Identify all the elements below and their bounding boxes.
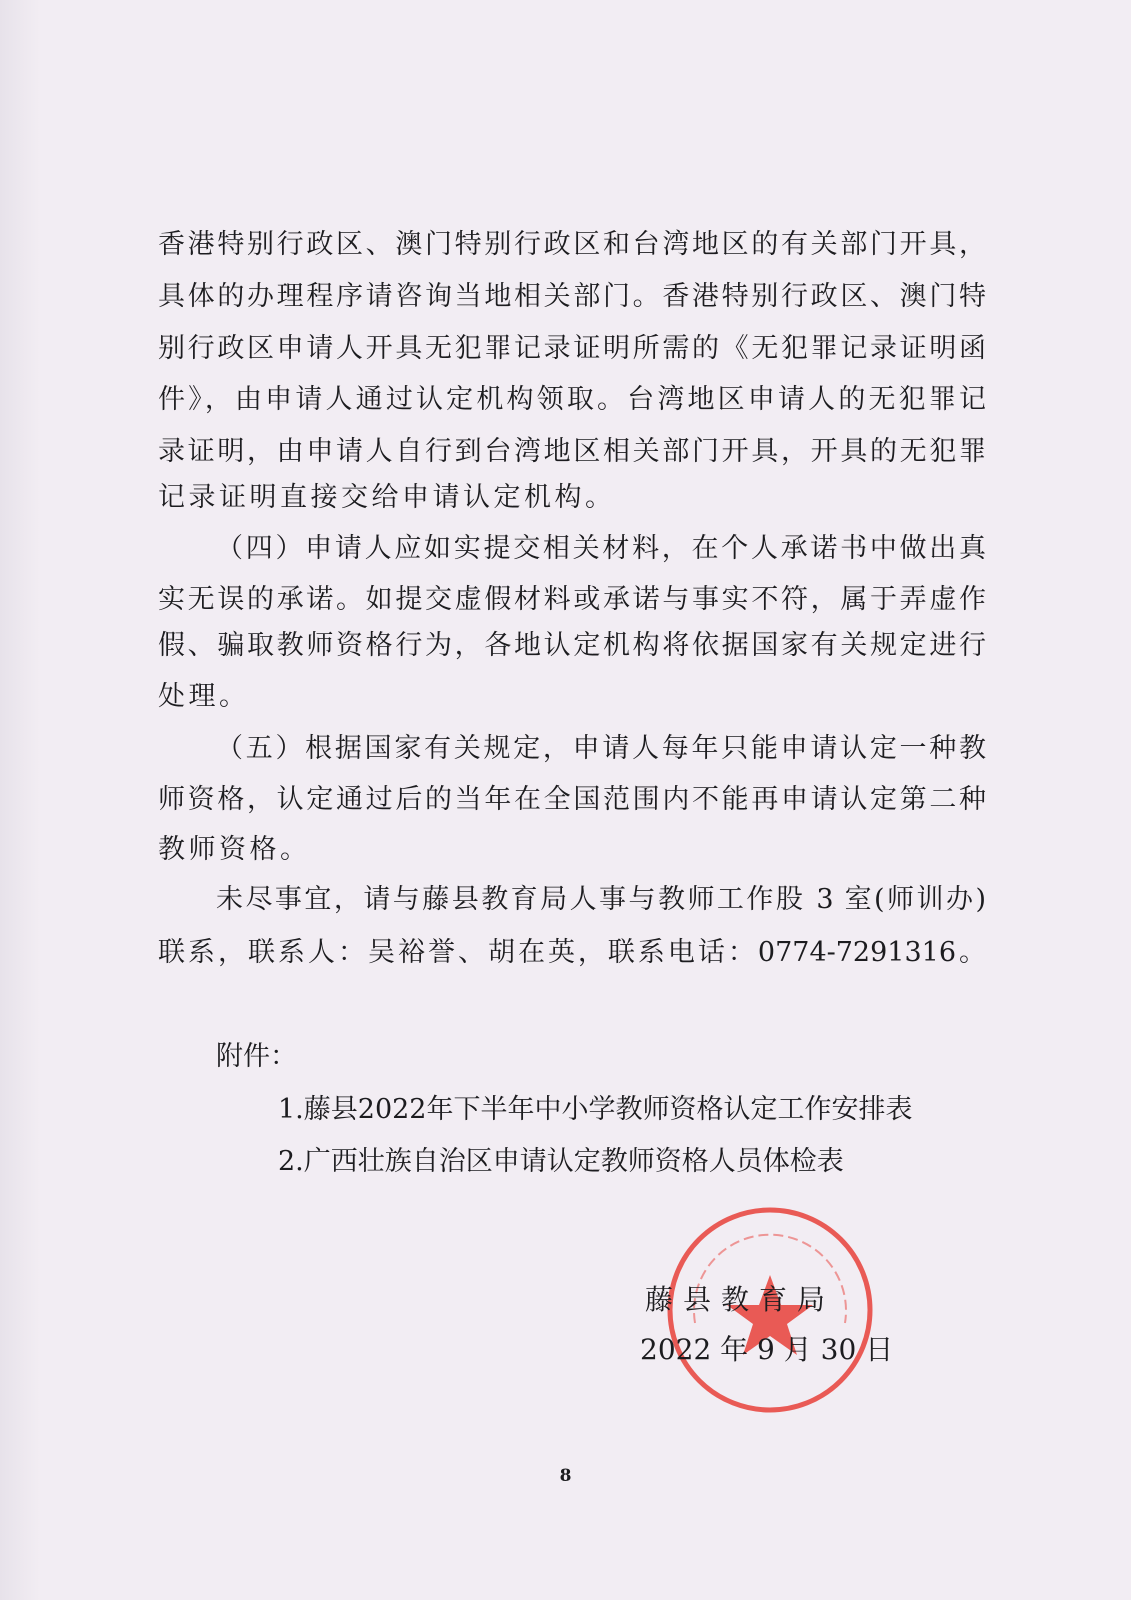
body-line: 实无误的承诺。如提交虚假材料或承诺与事实不符，属于弄虚作 [158,584,986,615]
body-line: 假、骗取教师资格行为，各地认定机构将依据国家有关规定进行 [158,630,986,661]
body-line: 教师资格。 [158,834,311,865]
body-line: 别行政区申请人开具无犯罪记录证明所需的《无犯罪记录证明函 [158,333,986,364]
attachments-label: 附件： [216,1041,297,1072]
body-line: 香港特别行政区、澳门特别行政区和台湾地区的有关部门开具， [158,229,986,260]
attachment-item: 1.藤县2022年下半年中小学教师资格认定工作安排表 [278,1094,913,1125]
body-line: 具体的办理程序请咨询当地相关部门。香港特别行政区、澳门特 [158,281,986,312]
page-number: 8 [559,1466,572,1486]
body-line: 联系，联系人：吴裕誉、胡在英，联系电话：0774-7291316。 [158,937,986,968]
body-line: 件》，由申请人通过认定机构领取。台湾地区申请人的无犯罪记 [158,384,986,415]
scan-edge-shadow [0,0,40,1600]
body-line: （四）申请人应如实提交相关材料，在个人承诺书中做出真 [216,533,986,564]
body-line: 未尽事宜，请与藤县教育局人事与教师工作股 3 室(师训办) [216,884,986,915]
attachment-item: 2.广西壮族自治区申请认定教师资格人员体检表 [278,1146,844,1177]
body-line: 记录证明直接交给申请认定机构。 [158,482,616,513]
body-line: （五）根据国家有关规定，申请人每年只能申请认定一种教 [216,733,986,764]
body-line: 处理。 [158,681,250,712]
issue-date: 2022 年 9 月 30 日 [640,1333,894,1366]
body-line: 录证明，由申请人自行到台湾地区相关部门开具，开具的无犯罪 [158,436,986,467]
body-line: 师资格，认定通过后的当年在全国范围内不能再申请认定第二种 [158,784,986,815]
issuing-organization: 藤县教育局 [645,1283,836,1316]
